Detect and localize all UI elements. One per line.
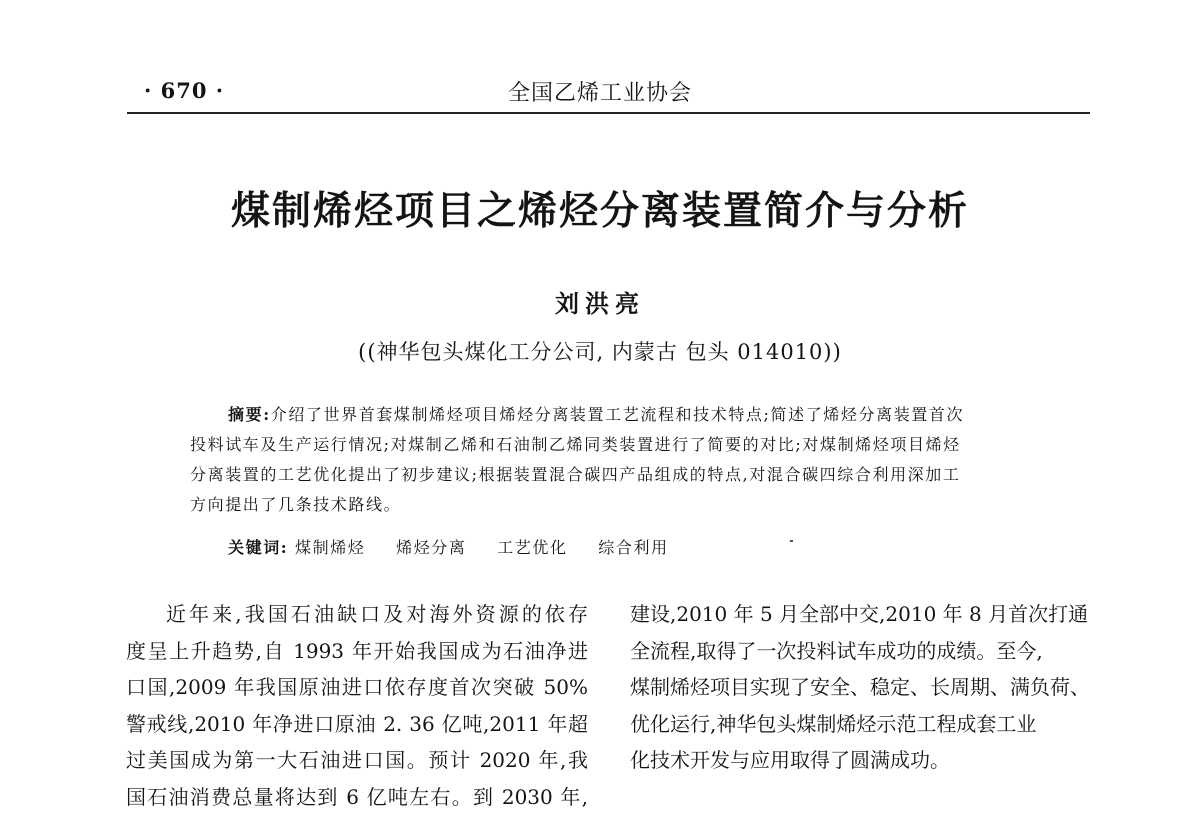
keyword: 工艺优化 — [497, 538, 567, 557]
keyword: 煤制烯烃 — [295, 538, 365, 557]
abstract-text: 介绍了世界首套煤制烯烃项目烯烃分离装置工艺流程和技术特点;简述了烯烃分离装置首次 — [271, 405, 964, 424]
abstract-line: 方向提出了几条技术路线。 — [190, 490, 1030, 520]
abstract-line — [190, 400, 1030, 430]
body-line: 度呈上升趋势,自 1993 年开始我国成为石油净进 — [126, 633, 588, 670]
body-line: 警戒线,2010 年净进口原油 2. 36 亿吨,2011 年超 — [126, 706, 588, 743]
abstract-line: 分离装置的工艺优化提出了初步建议;根据装置混合碳四产品组成的特点,对混合碳四综合利用深加工 — [190, 460, 1030, 490]
journal-name: 全国乙烯工业协会 — [0, 76, 1200, 107]
scan-speck — [790, 540, 793, 542]
keyword: 烯烃分离 — [396, 538, 466, 557]
body-column-right — [630, 596, 1092, 779]
body-line: 优化运行,神华包头煤制烯烃示范工程成套工业 — [630, 706, 1092, 743]
body-line: 口国,2009 年我国原油进口依存度首次突破 50% — [126, 669, 588, 706]
author-name: 刘洪亮 — [0, 284, 1200, 319]
body-line: 近年来,我国石油缺口及对海外资源的依存 — [126, 596, 588, 633]
body-line: 过美国成为第一大石油进口国。预计 2020 年,我 — [126, 742, 588, 779]
keyword: 综合利用 — [598, 538, 668, 557]
abstract-label: 摘要: — [228, 405, 271, 424]
body-line: 国石油消费总量将达到 6 亿吨左右。到 2030 年, — [126, 779, 588, 815]
page-number: · 670 · — [144, 78, 224, 103]
article-title: 煤制烯烃项目之烯烃分离装置简介与分析 — [0, 180, 1200, 236]
abstract-line: 投料试车及生产运行情况;对煤制乙烯和石油制乙烯同类装置进行了简要的对比;对煤制烯烃项目烯烃 — [190, 430, 1030, 460]
body-line: 建设,2010 年 5 月全部中交,2010 年 8 月首次打通 — [630, 596, 1092, 633]
keywords — [228, 533, 693, 563]
abstract — [190, 400, 1030, 520]
body-line: 化技术开发与应用取得了圆满成功。 — [630, 742, 1092, 779]
body-column-left — [126, 596, 588, 815]
header-rule — [127, 112, 1090, 114]
keywords-label: 关键词: — [228, 538, 288, 557]
page-header — [0, 0, 1200, 130]
body-line: 煤制烯烃项目实现了安全、稳定、长周期、满负荷、 — [630, 669, 1092, 706]
body-line: 全流程,取得了一次投料试车成功的成绩。至今, — [630, 633, 1092, 670]
author-affiliation: ((神华包头煤化工分公司, 内蒙古 包头 014010)) — [0, 336, 1200, 366]
